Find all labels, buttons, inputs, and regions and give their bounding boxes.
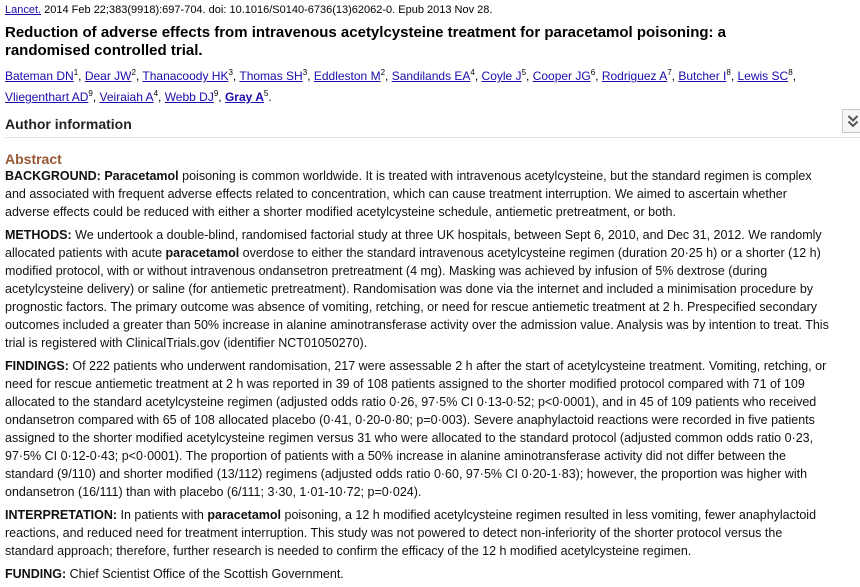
author-affiliation-number: 9 bbox=[213, 89, 219, 98]
abstract-line: INTERPRETATION: In patients with paracetamol poisoning, a 12 h modified acetylcysteine regimen resulted in less vomiting, fewer anaphylactoid bbox=[5, 508, 817, 522]
abstract-line: ondansetron (16/111) than with placebo (6/111; 3·30, 1·01-10·72; p=0·024). bbox=[5, 485, 422, 499]
chevron-double-down-icon bbox=[847, 114, 859, 128]
author-link[interactable]: Rodriguez A bbox=[601, 69, 668, 83]
abstract-line: need for rescue antiemetic treatment at 2 h was reported in 39 of 108 patients assigned to the shorter modified protocol compared with 71 of 109 bbox=[5, 377, 805, 391]
author-link[interactable]: Cooper JG bbox=[532, 69, 591, 83]
abstract-line: assigned to the shorter modified acetylcysteine regimen versus 31 who were allocated to the standard protocol (adjusted common odds ratio 0·23, bbox=[5, 431, 814, 445]
author-affiliation-number: 3 bbox=[228, 68, 233, 77]
journal-link[interactable]: Lancet. bbox=[5, 4, 42, 16]
abstract-line: METHODS: We undertook a double-blind, randomised factorial study at three UK hospitals, between Sept 6, 2010, and Dec 31, 2012. We randomly bbox=[5, 228, 822, 242]
author-information-toggle[interactable]: Author information bbox=[5, 116, 132, 132]
author-affiliation-number: 8 bbox=[788, 68, 793, 77]
author-link[interactable]: Lewis SC bbox=[737, 69, 789, 83]
section-label: FINDINGS: bbox=[5, 359, 69, 373]
author-link[interactable]: Thanacoody HK bbox=[142, 69, 229, 83]
author-affiliation-number: 9 bbox=[88, 89, 93, 98]
author-link[interactable]: Thomas SH bbox=[239, 69, 303, 83]
abstract-line: acetylcysteine delivery) or saline (for antiemetic pretreatment). Randomisation was done via the internet and included a minimisation procedure by bbox=[5, 282, 814, 296]
findings-section bbox=[5, 357, 860, 501]
author-affiliation-number: 1 bbox=[73, 68, 79, 77]
background-section bbox=[5, 167, 860, 221]
abstract-line: FUNDING: Chief Scientist Office of the Scottish Government. bbox=[5, 567, 344, 581]
author-affiliation-number: 6 bbox=[590, 68, 596, 77]
abstract-line: standard approach; therefore, further research is needed to confirm the efficacy of the 12 h modified acetylcysteine regimen. bbox=[5, 544, 692, 558]
author-link[interactable]: Veiraiah A bbox=[99, 90, 154, 104]
highlighted-term: paracetamol bbox=[207, 508, 282, 522]
author-affiliation-number: 5 bbox=[521, 68, 527, 77]
author-affiliation-number: 8 bbox=[726, 68, 731, 77]
abstract-line: ondansetron compared with 65 of 108 allocated placebo (0·41, 0·20-0·80; p=0·003). Severe anaphylactoid reactions were recorded in five patients bbox=[5, 413, 815, 427]
abstract-line: prognostic factors. The primary outcome was absence of vomiting, retching, or need for rescue antiemetic treatment at 2 h. Prespecified secondary bbox=[5, 300, 817, 314]
abstract-line: standard (9/110) and shorter modified (13/112) regimens (adjusted odds ratio 0·60, 97·5% CI 0·20-1·83); however, the proportion was higher with bbox=[5, 467, 808, 481]
author-affiliation-number: 2 bbox=[380, 68, 386, 77]
author-link[interactable]: Dear JW bbox=[84, 69, 132, 83]
author-affiliation-number: 4 bbox=[153, 89, 159, 98]
author-link[interactable]: Webb DJ bbox=[164, 90, 214, 104]
author-link[interactable]: Gray A bbox=[224, 90, 264, 104]
abstract-line: trial is registered with ClinicalTrials.gov (identifier NCT01050270). bbox=[5, 336, 368, 350]
abstract-line: and associated with frequent adverse effects related to concentration, which can cause treatment interruption. We aimed to ascertain whether bbox=[5, 187, 787, 201]
citation-line bbox=[5, 0, 860, 17]
abstract-line: adverse effects could be reduced with either a shorter modified acetylcysteine schedule, antiemetic pretreatment, or both. bbox=[5, 205, 676, 219]
abstract-line: reactions, and reduced need for treatment interruption. This study was not powered to detect non-inferiority of the shorter protocol versus the bbox=[5, 526, 783, 540]
article-title bbox=[5, 24, 860, 60]
author-affiliation-number: 7 bbox=[667, 68, 672, 77]
author-affiliation-number: 5 bbox=[263, 89, 269, 98]
methods-section bbox=[5, 226, 860, 352]
article-title-line: Reduction of adverse effects from intravenous acetylcysteine treatment for paracetamol poisoning: a bbox=[5, 24, 727, 41]
citation-details: 2014 Feb 22;383(9918):697-704. doi: 10.1016/S0140-6736(13)62062-0. Epub 2013 Nov 28. bbox=[41, 4, 493, 16]
section-label: FUNDING: bbox=[5, 567, 67, 581]
author-link[interactable]: Butcher I bbox=[678, 69, 727, 83]
author-link[interactable]: Vliegenthart AD bbox=[5, 90, 89, 104]
author-affiliation-number: 2 bbox=[131, 68, 136, 77]
abstract-line: modified protocol, with or without intravenous ondansetron pretreatment (4 mg). Masking was achieved by infusion of 5% dextrose (during bbox=[5, 264, 768, 278]
highlighted-term: paracetamol bbox=[165, 246, 240, 260]
abstract-line: 97·5% CI 0·12-0·43; p<0·0001). The proportion of patients with a 50% increase in alanine aminotransferase activity did not differ between the bbox=[5, 449, 786, 463]
author-affiliation-number: 4 bbox=[470, 68, 475, 77]
abstract-line: FINDINGS: Of 222 patients who underwent randomisation, 217 were assessable 2 h after the start of acetylcysteine treatment. Vomiting, retching, or bbox=[5, 359, 827, 373]
abstract-line: allocated to the standard acetylcysteine regimen (adjusted odds ratio 0·26, 97·5% CI 0·13-0·52; p<0·0001), and in 45 of 109 patients who received bbox=[5, 395, 817, 409]
highlighted-term: Paracetamol bbox=[104, 169, 179, 183]
abstract-heading: Abstract bbox=[5, 151, 62, 167]
author-affiliation-number: 3 bbox=[302, 68, 308, 77]
author-link[interactable]: Sandilands EA bbox=[391, 69, 471, 83]
section-label: BACKGROUND: bbox=[5, 169, 101, 183]
funding-section bbox=[5, 565, 860, 583]
author-information-bar bbox=[5, 113, 860, 138]
section-label: INTERPRETATION: bbox=[5, 508, 118, 522]
author-link[interactable]: Eddleston M bbox=[313, 69, 381, 83]
article-title-line: randomised controlled trial. bbox=[5, 42, 203, 59]
abstract-line: outcomes included a greater than 50% increase in alanine aminotransferase activity over the admission value. Analysis was by intention to treat. This bbox=[5, 318, 829, 332]
section-label: METHODS: bbox=[5, 228, 72, 242]
author-link[interactable]: Coyle J bbox=[481, 69, 522, 83]
abstract-line: allocated patients with acute paracetamol overdose to either the standard intravenous acetylcysteine regimen (duration 20·25 h) or a shorter (12 h) bbox=[5, 246, 821, 260]
author-link[interactable]: Bateman DN bbox=[5, 69, 74, 83]
collapse-button[interactable] bbox=[842, 109, 860, 133]
interpretation-section bbox=[5, 506, 860, 560]
abstract-line: BACKGROUND: Paracetamol poisoning is common worldwide. It is treated with intravenous acetylcysteine, but the standard regimen is complex bbox=[5, 169, 812, 183]
author-list: Bateman $DN^1$, Dear $JW^2$, Thanacoody $HK^3$, Thomas $SH^3$, Eddleston $M^2$, Sandilands $EA^4$, Coyle $J^5$, Cooper $JG^6$, Rodriguez $A^7$, Butcher $I^8$, Lewis $SC^8$, Vliegenthart $AD^9$, Veiraiah $A^4$, Webb $DJ^9$, Gray $A^5$. bbox=[5, 68, 796, 104]
